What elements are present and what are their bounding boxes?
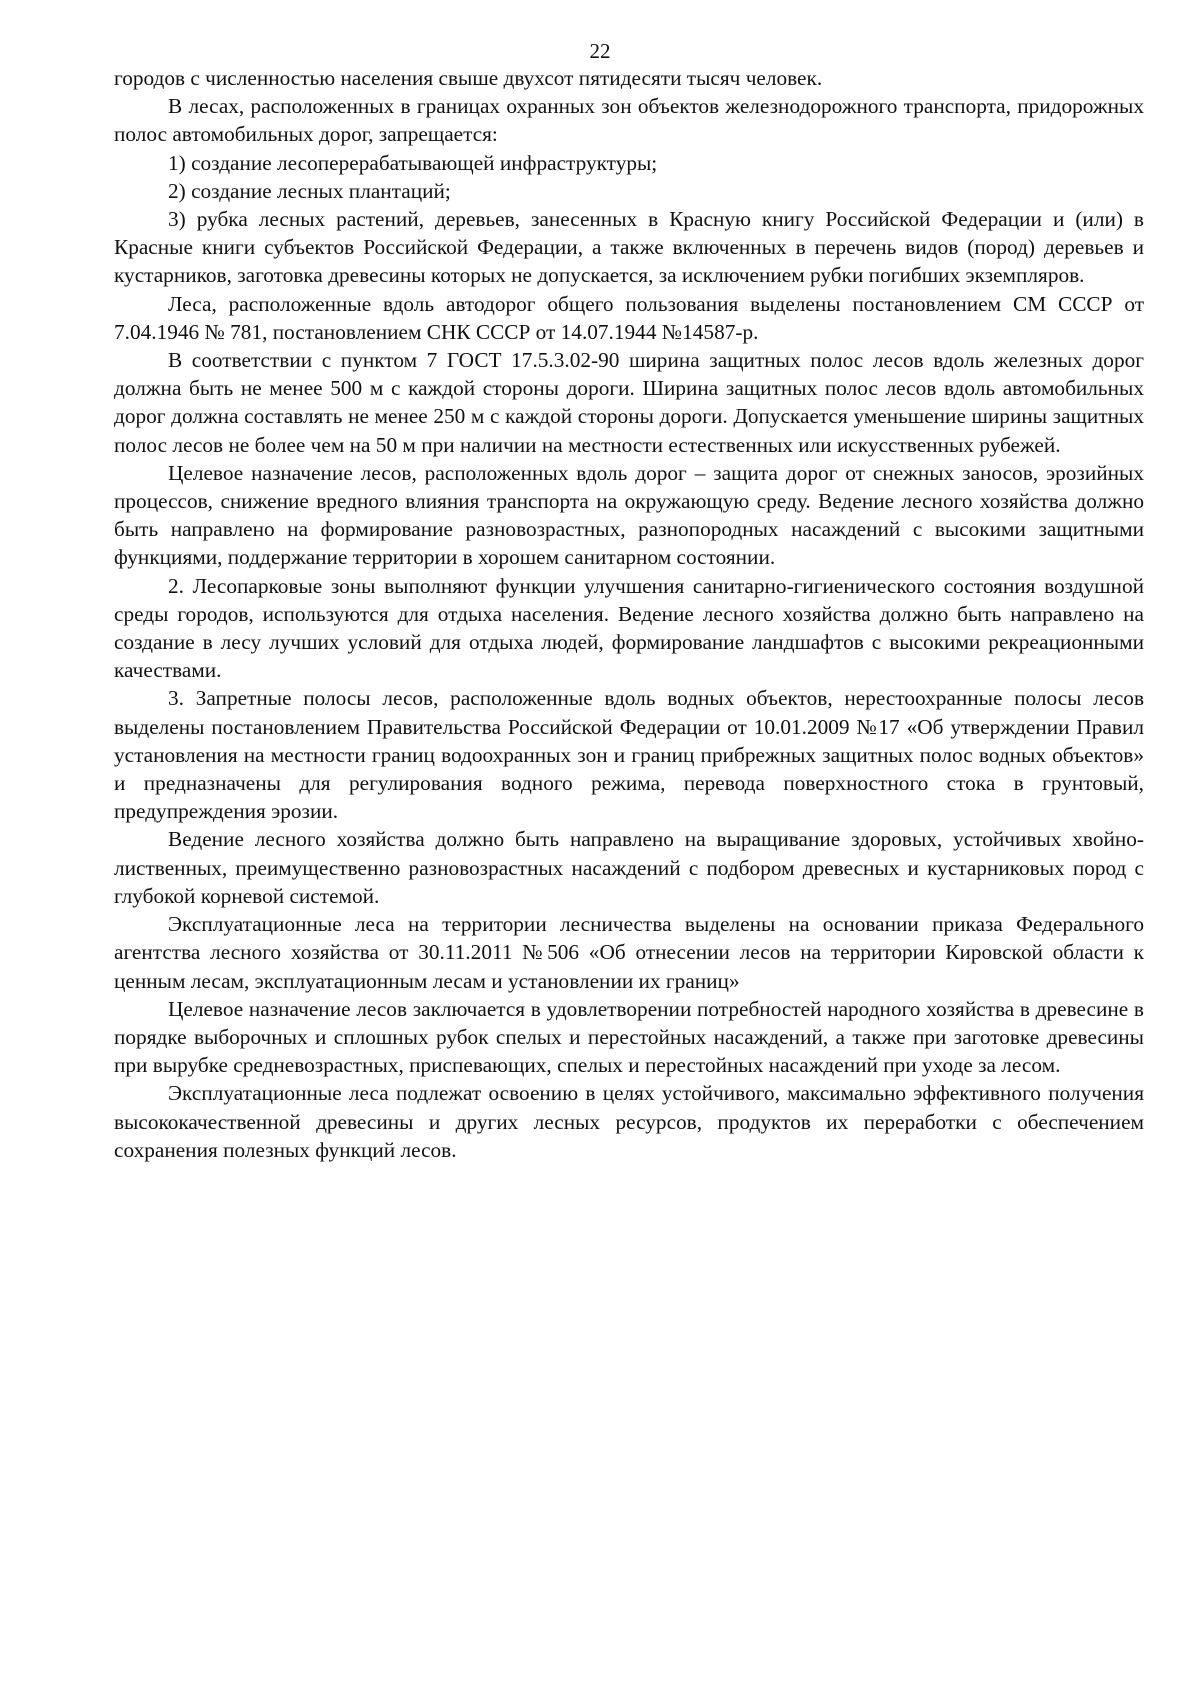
paragraph: Эксплуатационные леса на территории лесничества выделены на основании приказа Федерального агентства лесного хозяйства от 30.11.2011 №506 «Об отнесении лесов на территории Кировской области к ценным лесам, эксплуатационным лесам и установлении их границ» [114,912,1144,993]
list-item: 3) рубка лесных растений, деревьев, занесенных в Красную книгу Российской Федерации и (или) в Красные книги субъектов Российской Федерации, а также включенных в перечень видов (пород) деревьев и кустарников, заготовка древесины которых не допускается, за исключением рубки погибших экземпляров. [114,207,1144,288]
paragraph: Целевое назначение лесов, расположенных вдоль дорог – защита дорог от снежных заносов, эрозийных процессов, снижение вредного влияния транспорта на окружающую среду. Ведение лесного хозяйства должно быть направлено на формирование разновозрастных, разнопородных насаждений с высокими защитными функциями, поддержание территории в хорошем санитарном состоянии. [114,460,1144,570]
paragraph: Целевое назначение лесов заключается в удовлетворении потребностей народного хозяйства в древесине в порядке выборочных и сплошных рубок спелых и перестойных насаждений, а также при заготовке древесины при вырубке средневозрастных, приспевающих, спелых и перестойных насаждений при уходе за лесом. [114,996,1144,1078]
list-item: 2) создание лесных плантаций; [168,178,451,203]
paragraph: Эксплуатационные леса подлежат освоению в целях устойчивого, максимально эффективного получения высококачественной древесины и других лесных ресурсов, продуктов их переработки с обеспечением сохранения полезных функций лесов. [114,1081,1144,1162]
page-number: 22 [589,39,611,63]
paragraph: 3. Запретные полосы лесов, расположенные вдоль водных объектов, нерестоохранные полосы лесов выделены постановлением Правительства Российской Федерации от 10.01.2009 №17 «Об утверждении Правил установления на местности границ водоохранных зон и границ прибрежных защитных полос водных объектов» и предназначены для регулирования водного режима, перевода поверхностного стока в грунтовый, предупреждения эрозии. [114,686,1144,824]
list-item: 1) создание лесоперерабатывающей инфраструктуры; [168,150,658,175]
paragraph: Ведение лесного хозяйства должно быть направлено на выращивание здоровых, устойчивых хвойно-лиственных, преимущественно разновозрастных насаждений с подбором древесных и кустарниковых пород с глубокой корневой системой. [114,827,1144,908]
paragraph: В лесах, расположенных в границах охранных зон объектов железнодорожного транспорта, придорожных полос автомобильных дорог, запрещается: [114,94,1144,147]
paragraph: городов с численностью населения свыше двухсот пятидесяти тысяч человек. [114,66,823,90]
document-body [114,64,1144,1164]
paragraph: Леса, расположенные вдоль автодорог общего пользования выделены постановлением СМ СССР от 7.04.1946 № 781, постановлением СНК СССР от 14.07.1944 №14587-р. [114,291,1144,344]
paragraph: 2. Лесопарковые зоны выполняют функции улучшения санитарно-гигиенического состояния воздушной среды городов, используются для отдыха населения. Ведение лесного хозяйства должно быть направлено на создание в лесу лучших условий для отдыха людей, формирование ландшафтов с высокими рекреационными качествами. [114,573,1144,683]
paragraph: В соответствии с пунктом 7 ГОСТ 17.5.3.02-90 ширина защитных полос лесов вдоль железных дорог должна быть не менее 500 м с каждой стороны дороги. Ширина защитных полос лесов вдоль автомобильных дорог должна составлять не менее 250 м с каждой стороны дороги. Допускается уменьшение ширины защитных полос лесов не более чем на 50 м при наличии на местности естественных или искусственных рубежей. [114,348,1144,457]
